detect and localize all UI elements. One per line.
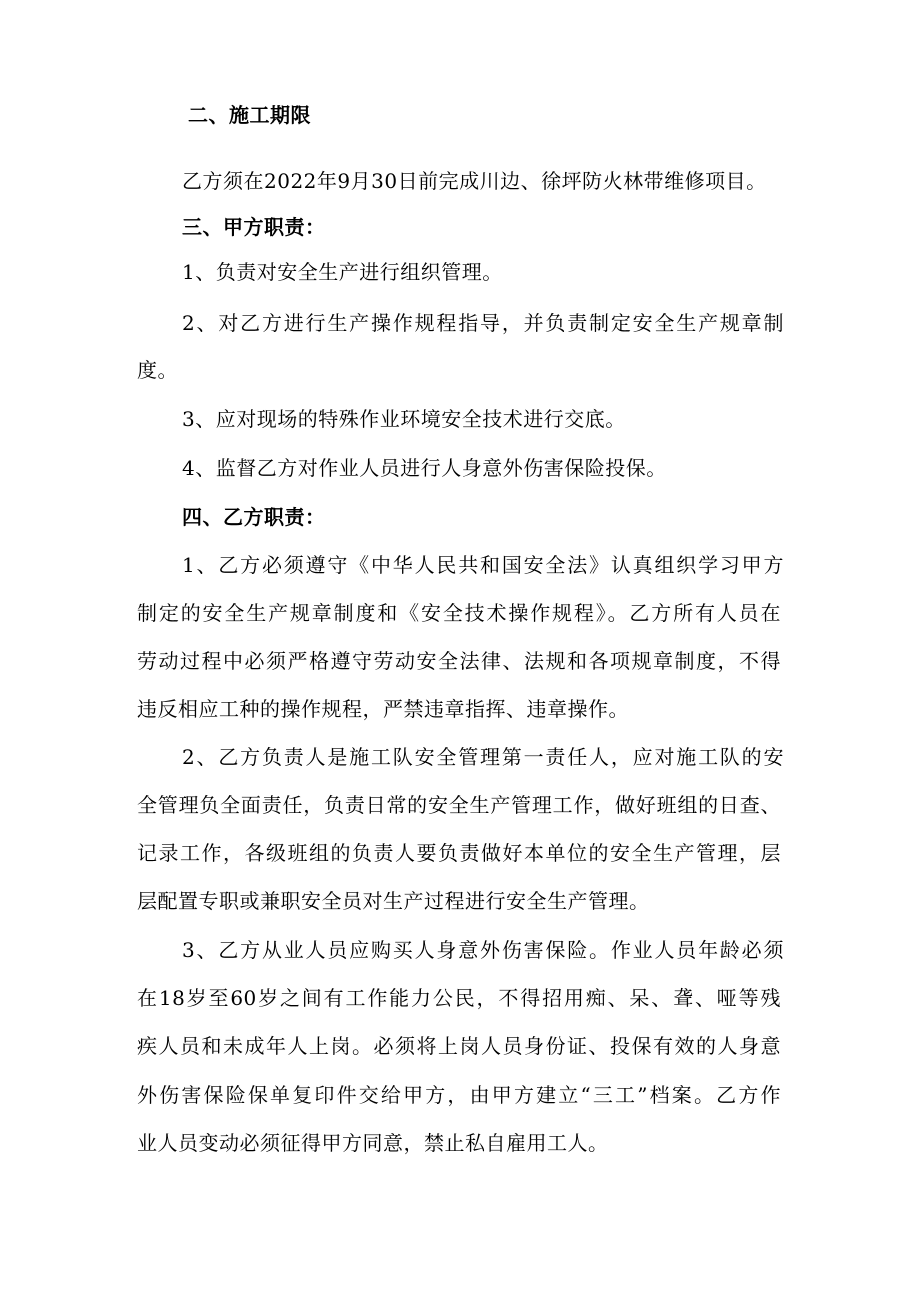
party-b-item-3-line-3: 疾人员和未成年人上岗。必须将上岗人员身份证、投保有效的人身意 — [137, 1034, 781, 1058]
party-b-item-1-line-3: 劳动过程中必须严格遵守劳动安全法律、法规和各项规章制度，不得 — [137, 649, 781, 673]
party-a-item-2-line-2: 度。 — [137, 358, 178, 382]
section-heading-construction-period: 二、施工期限 — [188, 103, 311, 127]
party-b-item-2-line-3: 记录工作，各级班组的负责人要负责做好本单位的安全生产管理，层 — [137, 841, 781, 865]
party-a-item-4: 4、监督乙方对作业人员进行人身意外伤害保险投保。 — [182, 456, 667, 480]
party-a-item-2-line-1: 2、对乙方进行生产操作规程指导，并负责制定安全生产规章制 — [182, 311, 784, 335]
party-b-item-3-line-2: 在18岁至60岁之间有工作能力公民，不得招用痴、呆、聋、哑等残 — [137, 986, 781, 1010]
party-b-item-3-line-1: 3、乙方从业人员应购买人身意外伤害保险。作业人员年龄必须 — [182, 938, 784, 962]
party-a-item-3: 3、应对现场的特殊作业环境安全技术进行交底。 — [182, 407, 626, 431]
section-heading-party-a-duties: 三、甲方职责： — [182, 215, 326, 239]
party-b-item-2-line-1: 2、乙方负责人是施工队安全管理第一责任人，应对施工队的安 — [182, 745, 784, 769]
section-heading-party-b-duties: 四、乙方职责： — [182, 505, 326, 529]
paragraph-construction-deadline: 乙方须在2022年9月30日前完成川边、徐坪防火林带维修项目。 — [182, 169, 767, 193]
party-b-item-3-line-5: 业人员变动必须征得甲方同意，禁止私自雇用工人。 — [137, 1131, 609, 1155]
party-b-item-2-line-2: 全管理负全面责任，负责日常的安全生产管理工作，做好班组的日查、 — [137, 793, 781, 817]
party-b-item-1-line-1: 1、乙方必须遵守《中华人民共和国安全法》认真组织学习甲方 — [182, 553, 784, 577]
party-b-item-2-line-4: 层配置专职或兼职安全员对生产过程进行安全生产管理。 — [137, 889, 650, 913]
party-b-item-1-line-2: 制定的安全生产规章制度和《安全技术操作规程》。乙方所有人员在 — [137, 601, 781, 625]
party-b-item-1-line-4: 违反相应工种的操作规程，严禁违章指挥、违章操作。 — [137, 697, 629, 721]
party-b-item-3-line-4: 外伤害保险保单复印件交给甲方，由甲方建立“三工”档案。乙方作 — [137, 1083, 781, 1107]
party-a-item-1: 1、负责对安全生产进行组织管理。 — [182, 260, 503, 284]
